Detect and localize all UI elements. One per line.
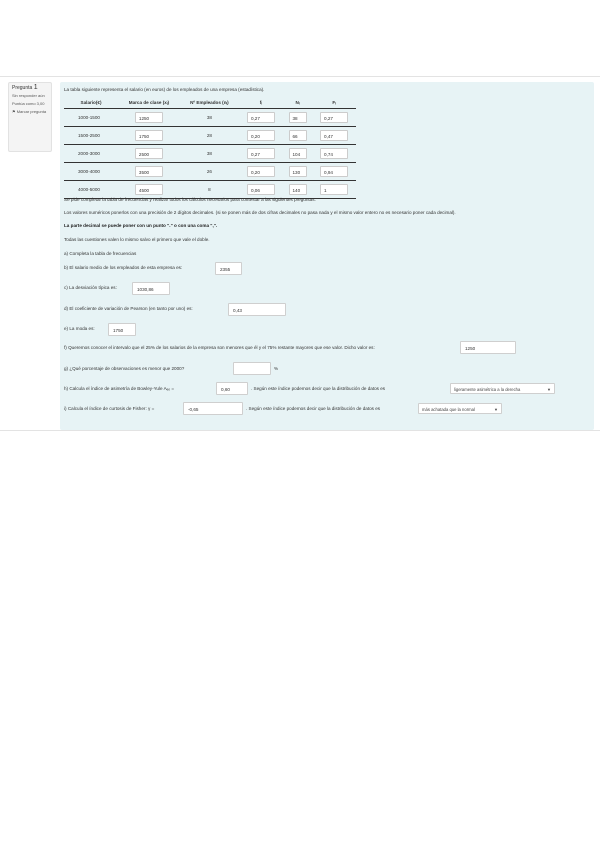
interval-cell: 1000-1500 bbox=[64, 109, 118, 127]
F-input[interactable]: 1 bbox=[320, 184, 348, 195]
question-i-after: . Según este índice podemos decir que la distribución de datos es bbox=[246, 406, 381, 411]
instructions-line2: Los valores numéricos ponerlos con una precisión de 2 dígitos decimales. (si se ponen más de dos cifras decimales no pasa nada y el mismo valor entero no es necesario poner cada decimal). bbox=[64, 210, 456, 215]
question-g-label: g) ¿Qué porcentaje de observaciones es menor que 2000? bbox=[64, 366, 185, 371]
interval-cell: 3000-4000 bbox=[64, 163, 118, 181]
answer-i-select[interactable]: más achatada que la normal ▼ bbox=[418, 403, 502, 414]
col-header-employees: Nº Empleados (nᵢ) bbox=[180, 96, 239, 109]
question-a: a) Completa la tabla de frecuencias bbox=[64, 251, 137, 256]
question-f-label: f) Queremos conocer el intervalo que el 25% de los salarios de la empresa son menores que él y el 75% restante mayores que ese valor. Dicho valor es: bbox=[64, 345, 375, 350]
dropdown-caret-icon: ▼ bbox=[494, 407, 498, 412]
col-header-N: Nᵢ bbox=[283, 96, 312, 109]
table-row bbox=[64, 145, 356, 163]
table-row bbox=[64, 163, 356, 181]
f-input[interactable]: 0,27 bbox=[247, 112, 275, 123]
answer-b-input[interactable]: 2355 bbox=[215, 262, 242, 275]
question-content bbox=[60, 82, 594, 430]
answer-c-input[interactable]: 1030,86 bbox=[132, 282, 170, 295]
F-input[interactable]: 0,27 bbox=[320, 112, 348, 123]
table-row bbox=[64, 181, 356, 199]
top-divider bbox=[0, 76, 600, 77]
f-input[interactable]: 0,06 bbox=[247, 184, 275, 195]
interval-cell: 4000-5000 bbox=[64, 181, 118, 199]
N-input[interactable]: 130 bbox=[289, 166, 307, 177]
answer-h-input[interactable]: 0,60 bbox=[216, 382, 248, 395]
bottom-divider bbox=[0, 430, 600, 431]
instructions-line1: Se pide completar la tabla de frecuencias y realizar todos los cálculos necesarios para contestar a las siguientes preguntas. bbox=[64, 197, 316, 202]
answer-d-input[interactable]: 0,43 bbox=[228, 303, 286, 316]
answer-f-input[interactable]: 1250 bbox=[460, 341, 516, 354]
answer-g-input[interactable] bbox=[233, 362, 271, 375]
question-d-label: d) El coeficiente de variación de Pearson (en tanto por uno) es: bbox=[64, 306, 193, 311]
instructions-line4: Todas las cuestiones valen lo mismo salvo el primero que vale el doble. bbox=[64, 237, 210, 242]
question-info-box bbox=[8, 82, 52, 152]
employees-cell: 8 bbox=[180, 181, 239, 199]
answer-i-input[interactable]: -0,65 bbox=[183, 402, 243, 415]
employees-cell: 38 bbox=[180, 145, 239, 163]
answer-h-select[interactable]: ligeramente asimétrica a la derecha ▼ bbox=[450, 383, 555, 394]
question-b-label: b) El salario medio de los empleados de esta empresa es: bbox=[64, 265, 183, 270]
question-h-after: . Según este índice podemos decir que la distribución de datos es bbox=[251, 386, 386, 391]
question-i-label: i) Calcula el índice de curtosis de Fisher: γ = bbox=[64, 406, 155, 411]
F-input[interactable]: 0,74 bbox=[320, 148, 348, 159]
employees-cell: 28 bbox=[180, 127, 239, 145]
frequency-table bbox=[64, 96, 356, 199]
answer-e-input[interactable]: 1750 bbox=[108, 323, 136, 336]
question-h-label: h) Calcula el índice de asimetría de Bowley-Yule Aₑₒ = bbox=[64, 386, 175, 391]
N-input[interactable]: 104 bbox=[289, 148, 307, 159]
employees-cell: 26 bbox=[180, 163, 239, 181]
question-number: Pregunta 1 bbox=[12, 84, 38, 91]
question-score: Puntúa como 3,00 bbox=[12, 101, 45, 106]
N-input[interactable]: 38 bbox=[289, 112, 307, 123]
mark-input[interactable]: 1750 bbox=[135, 130, 163, 141]
employees-cell: 38 bbox=[180, 109, 239, 127]
instructions-line3: La parte decimal se puede poner con un punto "." o con una coma ",". bbox=[64, 223, 218, 228]
interval-cell: 1500-2500 bbox=[64, 127, 118, 145]
question-c-label: c) La desviación típica es: bbox=[64, 285, 117, 290]
f-input[interactable]: 0,20 bbox=[247, 166, 275, 177]
table-row bbox=[64, 109, 356, 127]
f-input[interactable]: 0,27 bbox=[247, 148, 275, 159]
mark-input[interactable]: 3500 bbox=[135, 166, 163, 177]
flag-question-link[interactable]: ⚑ Marcar pregunta bbox=[12, 109, 47, 114]
f-input[interactable]: 0,20 bbox=[247, 130, 275, 141]
col-header-F: Fᵢ bbox=[312, 96, 356, 109]
F-input[interactable]: 0,94 bbox=[320, 166, 348, 177]
percent-unit: % bbox=[274, 366, 279, 371]
mark-input[interactable]: 1250 bbox=[135, 112, 163, 123]
N-input[interactable]: 140 bbox=[289, 184, 307, 195]
col-header-f: fᵢ bbox=[239, 96, 283, 109]
interval-cell: 2000-3000 bbox=[64, 145, 118, 163]
F-input[interactable]: 0,47 bbox=[320, 130, 348, 141]
question-intro: La tabla siguiente representa el salario (en euros) de los empleados de una empresa (estadística). bbox=[64, 87, 265, 92]
mark-input[interactable]: 4500 bbox=[135, 184, 163, 195]
N-input[interactable]: 66 bbox=[289, 130, 307, 141]
flag-icon[interactable]: ⚑ bbox=[12, 109, 16, 114]
question-e-label: e) La moda es: bbox=[64, 326, 95, 331]
col-header-salary: Salario(€) bbox=[64, 96, 118, 109]
table-row bbox=[64, 127, 356, 145]
mark-input[interactable]: 2500 bbox=[135, 148, 163, 159]
col-header-mark: Marca de clase (xᵢ) bbox=[118, 96, 180, 109]
question-status: Sin responder aún bbox=[12, 93, 45, 98]
dropdown-caret-icon: ▼ bbox=[547, 387, 551, 392]
